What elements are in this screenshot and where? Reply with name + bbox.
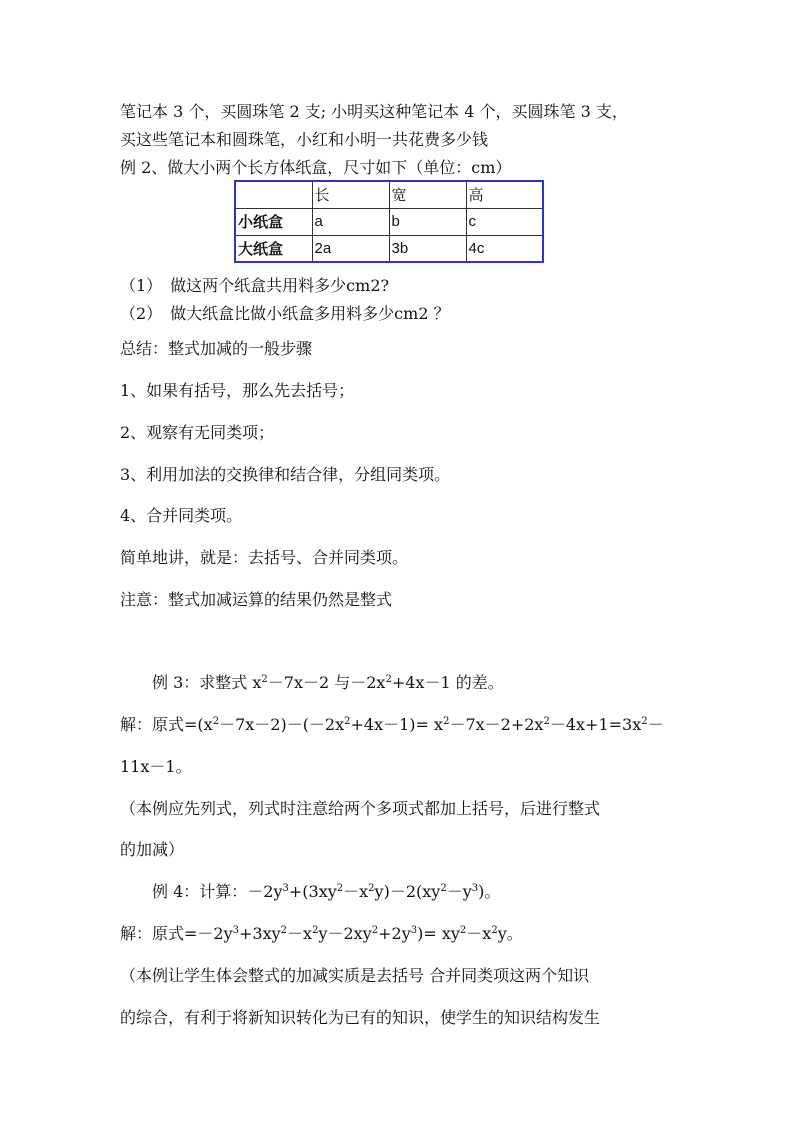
exponent: 2 xyxy=(641,716,648,727)
example-3-solution-cont: 11x－1。 xyxy=(120,757,192,776)
exponent: 2 xyxy=(491,925,498,936)
box-dimensions-table xyxy=(234,180,544,263)
exponent: 2 xyxy=(440,883,447,894)
table-header-row xyxy=(235,181,543,208)
summary-step-1: 1、如果有括号，那么先去括号； xyxy=(120,381,355,400)
row-header-cell: 小纸盒 xyxy=(235,208,312,235)
summary-title: 总结：整式加减的一般步骤 xyxy=(120,339,313,358)
summary-note: 注意：整式加减运算的结果仍然是整式 xyxy=(120,590,393,609)
exponent: 3 xyxy=(232,925,240,936)
text-segment: －x xyxy=(343,882,369,901)
table-cell: c xyxy=(466,208,543,235)
text-segment: y。 xyxy=(497,924,523,943)
example-3-remark-2: 的加减） xyxy=(120,840,185,859)
text-segment: －7x－2 与－2x xyxy=(267,673,386,692)
table-header-cell: 宽 xyxy=(389,181,466,208)
table-row xyxy=(235,208,543,235)
exponent: 2 xyxy=(543,716,550,727)
exponent: 2 xyxy=(261,674,268,685)
text-segment: －7x－2+2x xyxy=(449,715,544,734)
table-row xyxy=(235,235,543,262)
intro-line-2: 买这些笔记本和圆珠笔，小红和小明一共花费多少钱 xyxy=(120,130,489,149)
summary-step-4: 4、合并同类项。 xyxy=(120,506,243,525)
text-segment: y)－2(xy xyxy=(374,882,441,901)
exponent: 3 xyxy=(471,883,479,894)
text-segment: )。 xyxy=(478,882,501,901)
exponent: 2 xyxy=(336,883,344,894)
exponent: 3 xyxy=(282,883,289,894)
exponent: 2 xyxy=(443,716,450,727)
example-3-solution xyxy=(120,715,664,735)
row-header-cell: 大纸盒 xyxy=(235,235,312,262)
text-segment: － xyxy=(647,715,664,734)
example-2-title: 例 2、做大小两个长方体纸盒，尺寸如下（单位：cm） xyxy=(120,158,512,177)
table-header-cell: 长 xyxy=(312,181,389,208)
summary-step-2: 2、观察有无同类项； xyxy=(120,423,275,442)
exponent: 2 xyxy=(371,925,379,936)
table-cell: b xyxy=(389,208,466,235)
text-segment: －7x－2)－(－2x xyxy=(219,715,345,734)
text-segment: +2y xyxy=(378,924,411,943)
summary-simple: 简单地讲，就是：去括号、合并同类项。 xyxy=(120,548,409,567)
text-segment: 解：原式=－2y xyxy=(120,924,233,943)
table-header-cell xyxy=(235,181,312,208)
example-4-remark-2: 的综合，有利于将新知识转化为已有的知识，使学生的知识结构发生 xyxy=(120,1008,601,1027)
table-header-cell: 高 xyxy=(466,181,543,208)
exponent: 3 xyxy=(410,925,418,936)
text-segment: +(3xy xyxy=(288,882,337,901)
text-segment: －x xyxy=(287,924,313,943)
text-segment: y－2xy xyxy=(318,924,372,943)
question-2: （2） 做大纸盒比做小纸盒多用料多少cm2 ？ xyxy=(120,304,450,323)
exponent: 2 xyxy=(312,925,319,936)
text-segment: －4x+1=3x xyxy=(549,715,642,734)
example-3-problem xyxy=(152,673,504,693)
table-cell: 3b xyxy=(389,235,466,262)
table-cell: 4c xyxy=(466,235,543,262)
text-segment: +4x－1)= x xyxy=(350,715,444,734)
exponent: 2 xyxy=(344,716,351,727)
example-4-problem xyxy=(152,882,500,902)
table-cell: a xyxy=(312,208,389,235)
text-segment: 解：原式=(x xyxy=(120,715,213,734)
text-segment: 例 4：计算：－2y xyxy=(152,882,283,901)
question-1: （1） 做这两个纸盒共用料多少cm2? xyxy=(120,276,390,295)
text-segment: －x xyxy=(466,924,492,943)
text-segment: +4x－1 的差。 xyxy=(391,673,504,692)
text-segment: －y xyxy=(446,882,472,901)
text-segment: 例 3：求整式 x xyxy=(152,673,262,692)
summary-step-3: 3、利用加法的交换律和结合律，分组同类项。 xyxy=(120,465,451,484)
exponent: 2 xyxy=(368,883,375,894)
text-segment: +3xy xyxy=(239,924,281,943)
exponent: 2 xyxy=(280,925,288,936)
text-segment: )= xy xyxy=(417,924,460,943)
exponent: 2 xyxy=(459,925,467,936)
example-4-remark-1: （本例让学生体会整式的加减实质是去括号 合并同类项这两个知识 xyxy=(120,966,590,985)
exponent: 2 xyxy=(385,674,392,685)
intro-line-1: 笔记本 3 个，买圆珠笔 2 支; 小明买这种笔记本 4 个，买圆珠笔 3 支， xyxy=(120,102,628,121)
exponent: 2 xyxy=(212,716,220,727)
example-3-remark-1: （本例应先列式，列式时注意给两个多项式都加上括号，后进行整式 xyxy=(120,799,601,818)
table-cell: 2a xyxy=(312,235,389,262)
example-4-solution xyxy=(120,924,523,944)
